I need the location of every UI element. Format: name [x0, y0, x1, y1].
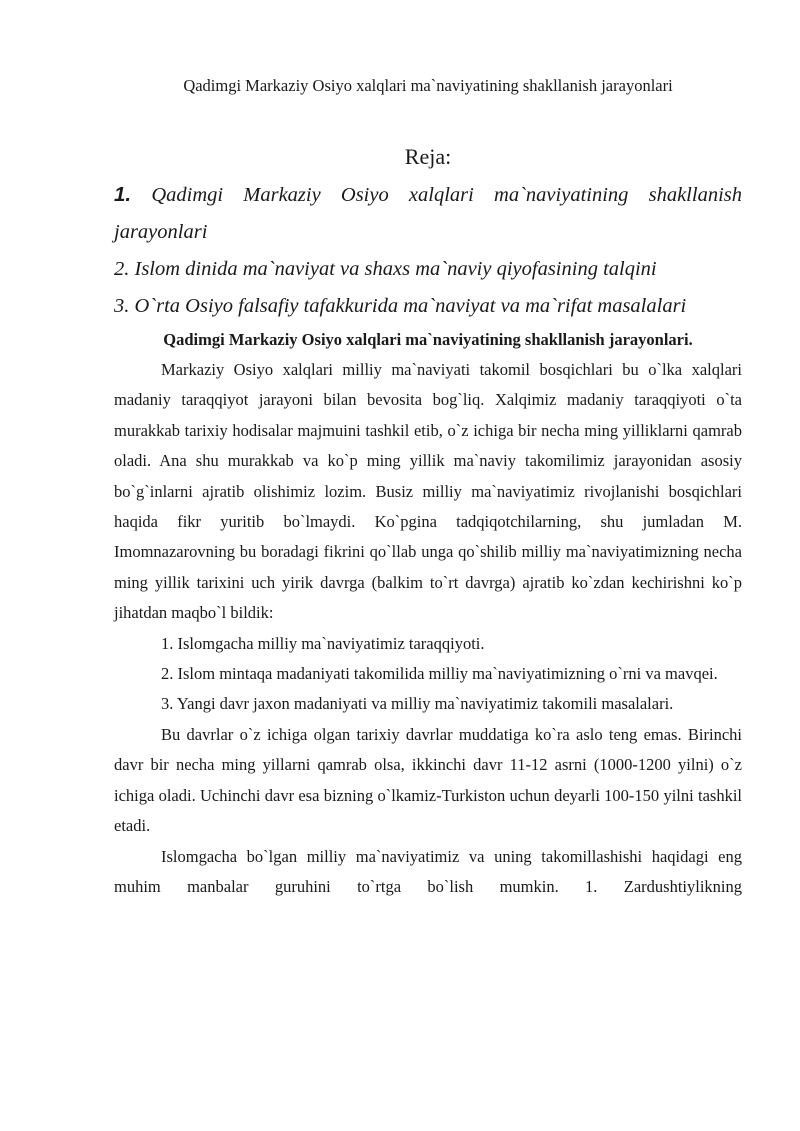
- plan-item-3: 3. O`rta Osiyo falsafiy tafakkurida ma`naviyat va ma`rifat masalalari: [114, 295, 687, 317]
- section-heading: Qadimgi Markaziy Osiyo xalqlari ma`naviyatining shakllanish jarayonlari.: [163, 330, 693, 349]
- body-paragraph: Islomgacha bo`lgan milliy ma`naviyatimiz va uning takomillashishi haqidagi eng muhim manbalar guruhini to`rtga bo`lish mumkin. 1. Zardushtiylikning: [114, 846, 742, 896]
- plan-item-1-text: Qadimgi Markaziy Osiyo xalqlari ma`naviyatining shakllanish: [151, 184, 742, 206]
- period-list-item: 1. Islomgacha milliy ma`naviyatimiz taraqqiyoti.: [161, 633, 485, 653]
- plan-item-2: 2. Islom dinida ma`naviyat va shaxs ma`naviy qiyofasining talqini: [114, 258, 657, 280]
- body-paragraph: Bu davrlar o`z ichiga olgan tarixiy davrlar muddatiga ko`ra aslo teng emas. Birinchi davr bir necha ming yillarni qamrab olsa, ikkinchi davr 11-12 asrni (1000-1200 yilni) o`z ichiga oladi. Uchinchi davr esa bizning o`lkamiz-Turkiston uchun deyarli 100-150 yilni tashkil etadi.: [114, 724, 742, 836]
- plan-list: [114, 176, 742, 325]
- body-paragraph: Markaziy Osiyo xalqlari milliy ma`naviyati takomil bosqichlari bu o`lka xalqlari madaniy taraqqiyot jarayoni bilan bevosita bog`liq. Xalqimiz madaniy taraqqiyoti o`ta murakkab tarixiy hodisalar majmuini tashkil etib, o`z ichiga bir necha ming yilliklarni qamrab oladi. Ana shu murakkab va ko`p ming yillik ma`naviy takomilimiz jarayonidan asosiy bo`g`inlarni ajratib olishimiz lozim. Busiz milliy ma`naviyatimiz rivojlanishi bosqichlari haqida fikr yuritib bo`lmaydi. Ko`pgina tadqiqotchilarning, shu jumladan M. Imomnazarovning bu boradagi fikrini qo`llab unga qo`shilib milliy ma`naviyatimizning necha ming yillik tarixini uch yirik davrga (balkim to`rt davrga) ajratib ko`zdan kechirishni ko`p jihatdan maqbo`l bildik:: [114, 360, 742, 623]
- period-list-item: 3. Yangi davr jaxon madaniyati va milliy ma`naviyatimiz takomili masalalari.: [161, 694, 674, 714]
- plan-heading: Reja:: [404, 144, 452, 169]
- document-title: Qadimgi Markaziy Osiyo xalqlari ma`naviyatining shakllanish jarayonlari: [183, 76, 673, 95]
- period-list-item: 2. Islom mintaqa madaniyati takomilida milliy ma`naviyatimizning o`rni va mavqei.: [161, 664, 718, 684]
- plan-item-1-continuation: jarayonlari: [114, 221, 208, 243]
- plan-item-1: [114, 176, 742, 214]
- plan-item-1-number: 1.: [114, 183, 132, 206]
